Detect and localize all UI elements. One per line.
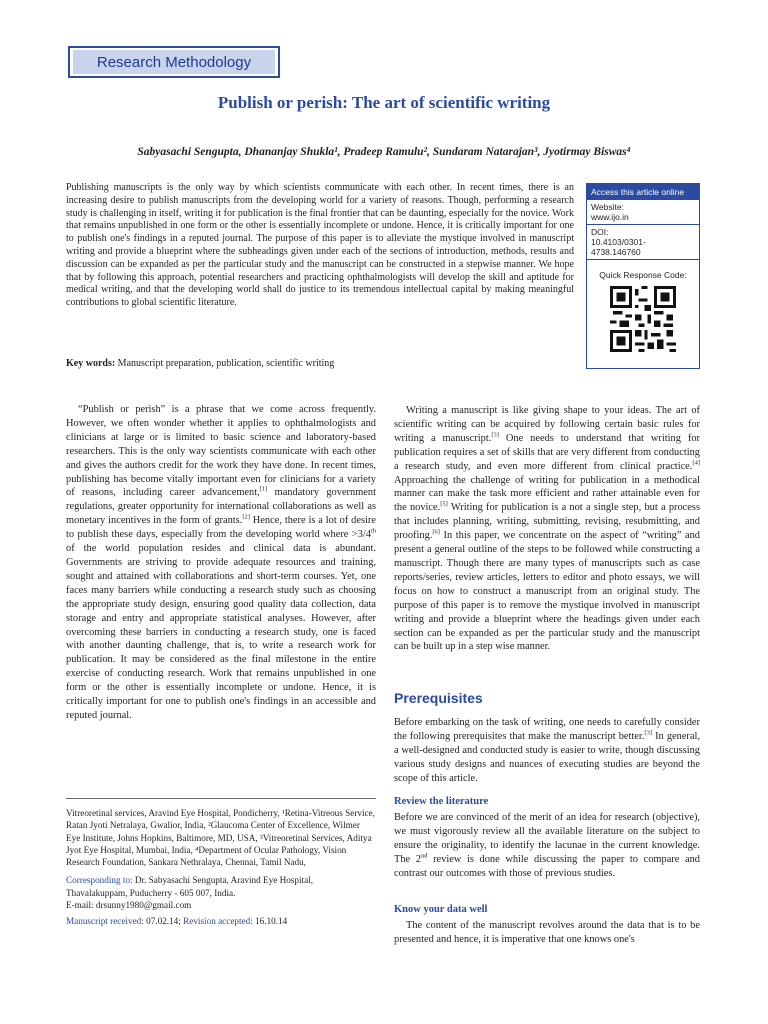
correspondence-text: Dr. Sabyasachi Sengupta, Aravind Eye Hospital, Thavalakuppam, Puducherry - 605 007, India. — [66, 875, 314, 898]
superscript-th: th — [370, 527, 376, 535]
text-run: In general, a well-designed and conducted study is easier to write, though discussing various study designs and nuances of executing studies are beyond the scope of this article. — [394, 730, 700, 784]
prerequisites-paragraph — [394, 716, 700, 786]
accepted-date: 16.10.14 — [252, 916, 288, 927]
doi-value[interactable]: 10.4103/0301-4738.146760 — [591, 237, 646, 257]
footnote-divider — [66, 798, 376, 799]
know-data-paragraph: The content of the manuscript revolves around the data that is to be presented and hence, it is imperative that one knows one's — [394, 920, 700, 945]
citation-2[interactable]: [2] — [242, 513, 250, 521]
text-run: Writing a manuscript is like giving shape to your ideas. The art of scientific writing can be acquired by following certain basic rules for writing a manuscript. — [394, 405, 700, 444]
intro-left-column — [66, 403, 376, 723]
text-run: One needs to understand that writing for publication requires a set of skills that are very different from conducting a research study, and even more different from clinical practice. — [394, 432, 700, 472]
review-literature-paragraph — [394, 811, 700, 881]
text-run: Writing for publication is a not a single step, but a process that includes planning, writing, submitting, revising, resubmitting, and proofing. — [394, 502, 700, 542]
superscript-nd: nd — [420, 852, 428, 860]
affiliations-block — [66, 807, 376, 928]
correspondence-line — [66, 874, 376, 899]
doi-label: DOI: — [591, 227, 609, 237]
text-run: In this paper, we concentrate on the aspect of “writing” and present a general outline of the steps to be followed while constructing a manuscript. Though there are many types of manuscripts such as case reports/series, review articles, letters to editor and photo essays, we will focus on how to construct a manuscript from an original study. The purpose of this paper is to remove the mystique involved in manuscript writing and provide a blueprint where the headings given under each section can be expanded as per the particular study and the manuscript can be built up in a step wise manner. — [394, 530, 700, 653]
email-line[interactable]: E-mail: drsunny1980@gmail.com — [66, 900, 192, 911]
website-label: Website: — [591, 202, 624, 212]
intro-paragraph-left — [66, 403, 376, 723]
text-run: “Publish or perish” is a phrase that we come across frequently. However, we often wonder whether it applies to ophthalmologists and clinicians at large or is limited to basic science and laboratory-based researchers. This is the only way scientists communicate with each other and gives the authors credit for the work they have done. In recent times, publishing has become vitally important even for clinicians for a variety of reasons, including career advancement, — [66, 404, 376, 499]
access-online-header: Access this article online — [587, 184, 699, 200]
received-date: 07.02.14; — [143, 916, 181, 927]
correspondence-label: Corresponding to: — [66, 875, 133, 886]
affiliations-text: Vitreoretinal services, Aravind Eye Hospital, Pondicherry, ¹Retina-Vitreous Service, Ratan Jyoti Netralaya, Gwalior, India, ²Glaucoma Center of Excellence, Wilmer Eye Institute, Johns Hopkins, Baltimore, MD, USA, ³Vitreoretinal Services, Aditya Jyot Eye Hospital, Mumbai, India, ⁴Department of Ocular Pathology, Vision Research Foundation, Sankara Nethralaya, Chennai, Tamil Nadu, — [66, 808, 375, 868]
citation-6[interactable]: [6] — [432, 528, 440, 536]
keywords-label: Key words: — [66, 358, 116, 369]
citation-3[interactable]: [3] — [491, 431, 499, 439]
citation-1[interactable]: [1] — [259, 485, 268, 493]
accepted-label: Revision accepted: — [180, 916, 253, 927]
qr-code-icon[interactable] — [610, 286, 676, 352]
text-run: Before embarking on the task of writing, one needs to carefully consider the following prerequisites that make the manuscript better. — [394, 717, 700, 742]
keywords-value: Manuscript preparation, publication, scientific writing — [117, 358, 335, 369]
keywords-line — [66, 358, 574, 369]
article-title: Publish or perish: The art of scientific writing — [217, 93, 551, 112]
qr-label: Quick Response Code: — [599, 270, 687, 280]
section-banner — [68, 46, 280, 78]
text-run: Before we are convinced of the merit of an idea for research (objective), we must vigorously review all the available literature on the subject to ensure the originality, to identify the lacunae in the current knowledge. The 2 — [394, 812, 700, 865]
text-run: of the world population resides and clinical data is abundant. Governments are striving to provide adequate resources and training, sought and attained with collaborations and short-term courses. Yet, one faces many barriers while conducting a research study such as choosing the appropriate study design, ensuring good quality data collection, data storage and entry and appropriate statistical analyses. However, after overcoming these barriers in conducting a research study, one is faced with another daunting challenge, that is, to write a research work for publication. It may be considered as the final milestone in the entire exercise of conducting research. Work that remains unpublished in one form or the other is essentially incomplete or undone. Hence, it is critically important for one to publish one's findings in an accessible and reputed journal. — [66, 543, 376, 721]
know-data-heading: Know your data well — [394, 904, 488, 915]
citation-4[interactable]: [4] — [692, 459, 700, 467]
intro-paragraph-right — [394, 404, 700, 654]
text-run: mandatory government regulations, greater opportunity for international collaborations as well as monetary incentives in the form of grants. — [66, 487, 376, 527]
abstract-text: Publishing manuscripts is the only way by which scientists communicate with each other. In recent times, there is an increasing desire to publish manuscripts from the developing world for a variety of reasons. Though, performing a research study is challenging in itself, writing it for publication is the final frontier that can be daunting, especially for the novice. Work that remains unpublished in one form or the other is essentially incomplete or undone. Hence, it is critically important for one to publish one's findings in a reputed journal. The purpose of this paper is to alleviate the mystique involved in manuscript writing and provide a blueprint where the subheadings given under each of the sections of introduction, methods, results and discussion can be expanded as per the particular study and the manuscript can be constructed in a stepwise manner. We hope that by following this approach, potential researchers and practicing ophthalmologists will develop the skill and aptitude for medical writing, and that the developing world shall do justice to its tremendous intellectual capital by making meaningful contributions to global scientific literature. — [66, 182, 574, 309]
website-link[interactable]: www.ijo.in — [591, 212, 629, 222]
intro-right-column — [394, 404, 700, 654]
section-banner-label: Research Methodology — [73, 50, 275, 74]
text-run: Approaching the challenge of writing for publication in a methodical manner can make the task more efficient and rather attainable even for the novice. — [394, 474, 700, 514]
citation-3b[interactable]: [3] — [644, 729, 652, 737]
access-online-box — [586, 183, 700, 369]
dates-line — [66, 915, 376, 927]
citation-5[interactable]: [5] — [440, 500, 448, 508]
author-list: Sabyasachi Sengupta, Dhananjay Shukla¹, Pradeep Ramulu², Sundaram Natarajan³, Jyotirmay Biswas⁴ — [137, 146, 631, 158]
text-run: review is done while discussing the paper to compare and contrast our outcomes with those of previous studies. — [394, 853, 700, 879]
doi-row — [587, 225, 699, 260]
received-label: Manuscript received: — [66, 916, 144, 927]
review-literature-heading: Review the literature — [394, 796, 489, 807]
prerequisites-heading: Prerequisites — [394, 690, 483, 706]
website-row — [587, 200, 699, 225]
text-run: Hence, there is a lot of desire to publish these days, especially from the developing world where >3/4 — [66, 515, 376, 541]
